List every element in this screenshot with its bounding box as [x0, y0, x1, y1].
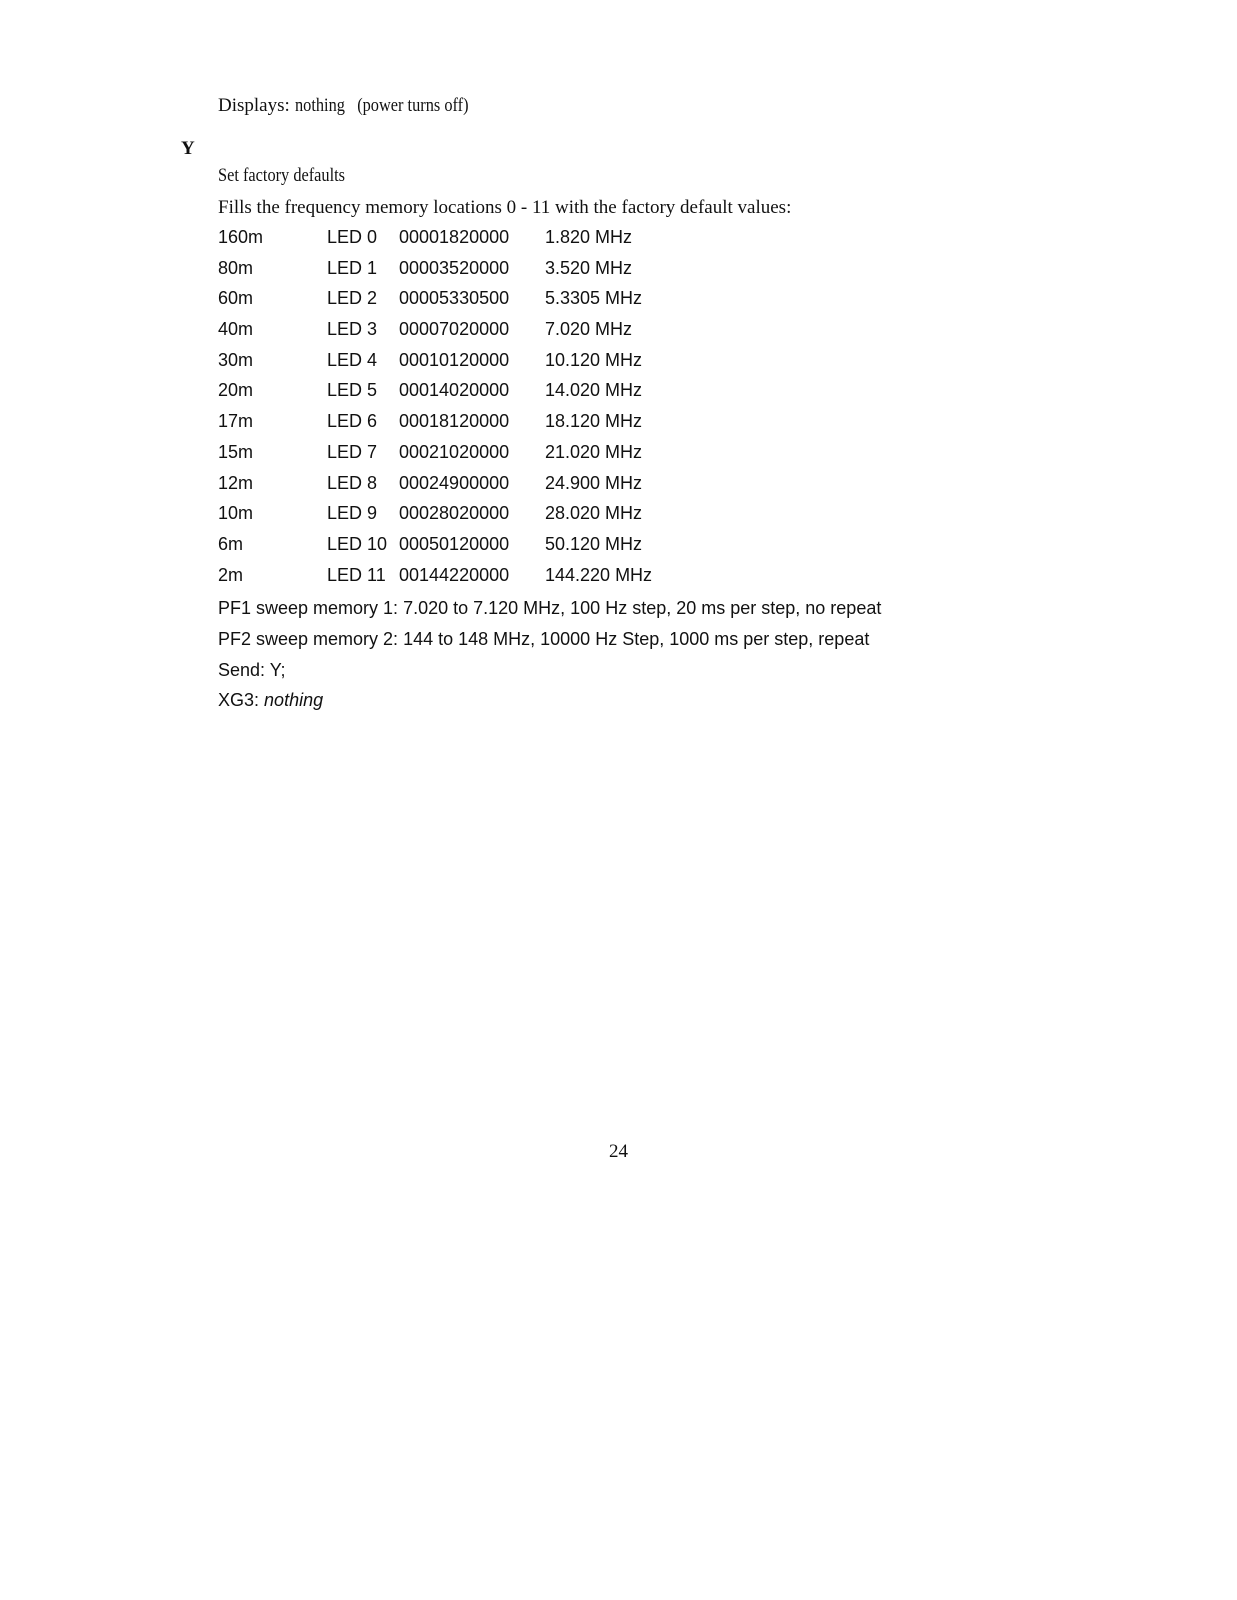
displays-line: [218, 95, 496, 117]
register-cell: 00021020000: [399, 441, 510, 462]
band-cell: 17m: [218, 411, 254, 432]
xg3-label: XG3:: [218, 690, 260, 710]
band-cell: 40m: [218, 319, 254, 340]
displays-value: nothing (power turns off): [294, 95, 469, 116]
frequency-mhz-cell: 3.520 MHz: [545, 257, 633, 278]
frequency-mhz-cell: 10.120 MHz: [545, 349, 643, 370]
band-cell: 20m: [218, 380, 254, 401]
led-cell: LED 5: [327, 380, 378, 401]
led-cell: LED 4: [327, 349, 378, 370]
send-command: Send: Y;: [218, 660, 286, 680]
frequency-mhz-cell: 1.820 MHz: [545, 227, 633, 247]
register-cell: 00144220000: [399, 564, 510, 585]
sweep-memory-2: PF2 sweep memory 2: 144 to 148 MHz, 10000 Hz Step, 1000 ms per step, repeat: [218, 629, 870, 649]
led-cell: LED 9: [327, 503, 378, 524]
register-cell: 00001820000: [399, 227, 510, 247]
register-cell: 00018120000: [399, 411, 510, 432]
band-cell: 80m: [218, 257, 254, 278]
page-number: 24: [609, 1141, 628, 1162]
xg3-line: [218, 689, 323, 711]
band-cell: 160m: [218, 227, 264, 247]
band-cell: 60m: [218, 288, 254, 309]
led-cell: LED 11: [327, 564, 386, 585]
frequency-mhz-cell: 5.3305 MHz: [545, 288, 643, 309]
frequency-mhz-cell: 50.120 MHz: [545, 533, 643, 554]
led-cell: LED 8: [327, 472, 378, 493]
frequency-mhz-cell: 21.020 MHz: [545, 441, 643, 462]
led-cell: LED 10: [327, 533, 388, 554]
frequency-mhz-cell: 24.900 MHz: [545, 472, 643, 493]
section-description: Fills the frequency memory locations 0 - 11 with the factory default values:: [218, 197, 792, 218]
register-cell: 00050120000: [399, 533, 510, 554]
band-cell: 12m: [218, 472, 254, 493]
frequency-mhz-cell: 7.020 MHz: [545, 319, 633, 340]
register-cell: 00003520000: [399, 257, 510, 278]
section-key: Y: [181, 138, 195, 159]
band-cell: 10m: [218, 503, 254, 524]
displays-note: (power turns off): [356, 95, 469, 116]
frequency-mhz-cell: 144.220 MHz: [545, 564, 653, 585]
led-cell: LED 7: [327, 441, 378, 462]
register-cell: 00014020000: [399, 380, 510, 401]
register-cell: 00010120000: [399, 349, 510, 370]
register-cell: 00028020000: [399, 503, 510, 524]
displays-label: Displays:: [218, 95, 290, 116]
register-cell: 00007020000: [399, 319, 510, 340]
register-cell: 00024900000: [399, 472, 510, 493]
sweep-memory-1: PF1 sweep memory 1: 7.020 to 7.120 MHz, 100 Hz step, 20 ms per step, no repeat: [218, 598, 882, 618]
led-cell: LED 0: [327, 227, 378, 247]
band-cell: 15m: [218, 441, 254, 462]
xg3-value: nothing: [264, 690, 324, 710]
band-cell: 6m: [218, 533, 244, 554]
led-cell: LED 2: [327, 288, 378, 309]
frequency-mhz-cell: 18.120 MHz: [545, 411, 643, 432]
frequency-mhz-cell: 14.020 MHz: [545, 380, 643, 401]
frequency-mhz-cell: 28.020 MHz: [545, 503, 643, 524]
band-cell: 2m: [218, 564, 244, 585]
band-cell: 30m: [218, 349, 254, 370]
led-cell: LED 6: [327, 411, 378, 432]
led-cell: LED 3: [327, 319, 378, 340]
led-cell: LED 1: [327, 257, 378, 278]
register-cell: 00005330500: [399, 288, 510, 309]
section-title: Set factory defaults: [218, 165, 346, 186]
